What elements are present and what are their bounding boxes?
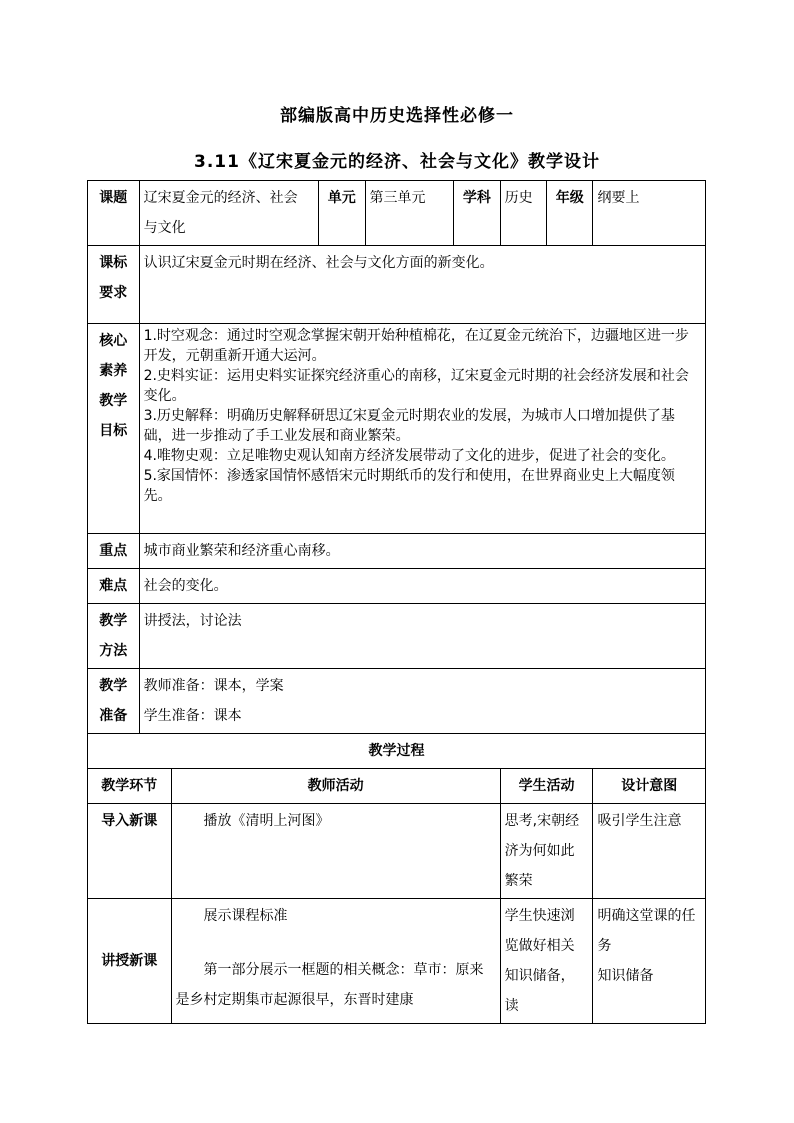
lesson-plan-table [87,180,706,1024]
preparation-label [88,669,140,734]
literacy-items [139,324,705,534]
preparation-row [88,669,706,734]
literacy-label-char: 教学 [99,393,128,409]
document-subtitle: 3.11《辽宋夏金元的经济、社会与文化》教学设计 [194,152,600,172]
literacy-item: 4.唯物史观：立足唯物史观认知南方经济发展带动了文化的进步，促进了社会的变化。 [143,448,675,464]
standard-label-line-1: 课标 [99,255,128,271]
column-header-teacher: 教师活动 [171,769,500,804]
intent-line: 明确这堂课的任务 [597,908,696,954]
literacy-label [88,324,140,534]
intent-cell [593,804,706,899]
teacher-preparation: 教师准备：课本，学案 [143,678,284,694]
preparation-label-line-2: 准备 [99,708,128,724]
literacy-label-char: 素养 [99,363,128,379]
key-point-row [88,534,706,569]
grade-value: 纲要上 [593,181,706,246]
literacy-label-char: 核心 [99,333,128,349]
grade-label: 年级 [547,181,593,246]
teacher-activity-cell [171,899,500,1024]
info-row [88,181,706,246]
topic-label: 课题 [88,181,140,246]
method-text: 讲授法，讨论法 [139,604,705,669]
column-header-stage: 教学环节 [88,769,172,804]
literacy-item: 2.史料实证：运用史料实证探究经济重心的南移，辽宋夏金元时期的社会经济发展和社会变化。 [143,368,689,404]
student-activity-cell: 学生快速浏览做好相关知识储备，读 [500,899,593,1024]
literacy-item: 3.历史解释：明确历史解释研思辽宋夏金元时期农业的发展，为城市人口增加提供了基础，进一步推动了手工业发展和商业繁荣。 [143,408,675,444]
column-header-intent: 设计意图 [593,769,706,804]
key-point-text: 城市商业繁荣和经济重心南移。 [139,534,705,569]
intent-cell [593,899,706,1024]
student-preparation: 学生准备：课本 [143,708,242,724]
subject-value: 历史 [500,181,546,246]
process-header-row [88,769,706,804]
method-row [88,604,706,669]
method-label [88,604,140,669]
literacy-label-char: 目标 [99,423,128,439]
unit-value: 第三单元 [365,181,454,246]
process-row-intro [88,804,706,899]
difficulty-label: 难点 [88,569,140,604]
process-title-row [88,734,706,769]
topic-value [139,181,319,246]
process-row-lecture [88,899,706,1024]
literacy-item: 5.家国情怀：渗透家国情怀感悟宋元时期纸币的发行和使用，在世界商业史上大幅度领先。 [143,468,675,504]
stage-cell: 导入新课 [88,804,172,899]
difficulty-text: 社会的变化。 [139,569,705,604]
teacher-activity-line: 播放《清明上河图》 [203,813,330,829]
column-header-student: 学生活动 [500,769,593,804]
process-title: 教学过程 [88,734,706,769]
intent-line: 知识储备 [597,968,654,984]
literacy-row [88,324,706,534]
stage-cell: 讲授新课 [88,899,172,1024]
student-activity-cell: 思考,宋朝经济为何如此繁荣 [500,804,593,899]
teacher-activity-line: 第一部分展示一框题的相关概念：草市：原来是乡村定期集市起源很早，东晋时建康 [175,962,484,1008]
document-title: 部编版高中历史选择性必修一 [280,106,514,126]
teacher-activity-cell [171,804,500,899]
standard-text: 认识辽宋夏金元时期在经济、社会与文化方面的新变化。 [139,246,705,324]
unit-label: 单元 [319,181,365,246]
method-label-line-2: 方法 [99,643,128,659]
difficulty-row [88,569,706,604]
preparation-text [139,669,705,734]
topic-line-1: 辽宋夏金元的经济、社会 [143,190,298,206]
standard-label [88,246,140,324]
key-point-label: 重点 [88,534,140,569]
standard-label-line-2: 要求 [99,285,128,301]
intent-line: 吸引学生注意 [597,813,682,829]
subject-label: 学科 [454,181,500,246]
topic-line-2: 与文化 [143,220,186,236]
standard-row [88,246,706,324]
literacy-item: 1.时空观念：通过时空观念掌握宋朝开始种植棉花，在辽夏金元统治下，边疆地区进一步开发，元朝重新开通大运河。 [143,328,689,364]
preparation-label-line-1: 教学 [99,678,128,694]
method-label-line-1: 教学 [99,613,128,629]
teacher-activity-line: 展示课程标准 [203,908,288,924]
